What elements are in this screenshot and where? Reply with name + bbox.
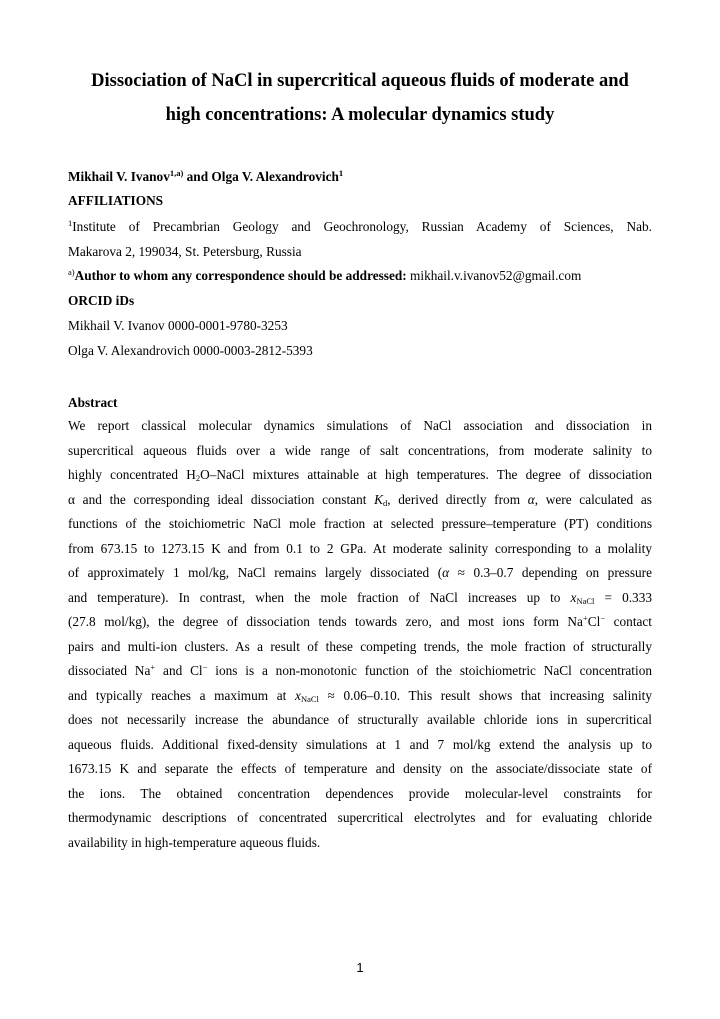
abstract-line: and typically reaches a maximum at $x_{NaCl} \approx 0.06-0.10$. This result shows that increasing salinity: [68, 687, 652, 704]
correspondence-label: Author to whom any correspondence should be addressed:: [74, 268, 407, 283]
affiliations-heading: AFFILIATIONS: [68, 193, 164, 208]
correspondence-email: mikhail.v.ivanov52@gmail.com: [406, 268, 582, 283]
abstract-line: α and the corresponding ideal dissociation constant $K_d$, derived directly from α, were calculated as: [68, 491, 652, 508]
abstract-line: We report classical molecular dynamics simulations of NaCl association and dissociation in: [68, 418, 652, 433]
correspondence-line: [68, 268, 652, 284]
title-line-2: high concentrations: A molecular dynamics study: [165, 105, 555, 125]
author-affiliation-mark: 1: [338, 168, 344, 178]
affiliation-mark: 1: [68, 218, 73, 228]
title-line-1: Dissociation of NaCl in supercritical aqueous fluids of moderate and: [91, 71, 629, 91]
affiliation-line-1: $^1$Institute of Precambrian Geology and Geochronology, Russian Academy of Sciences, Nab.: [68, 218, 652, 234]
abstract-line: from 673.15 to 1273.15 K and from 0.1 to 2 GPa. At moderate salinity corresponding to a molality: [68, 540, 652, 556]
paper-title: [60, 64, 660, 132]
abstract-line: 1673.15 K and separate the effects of temperature and density on the associate/dissociate state of: [68, 761, 652, 776]
abstract-heading: Abstract: [68, 395, 118, 410]
author-name: Mikhail V. Ivanov: [68, 169, 170, 184]
orcid-heading: ORCID iDs: [68, 293, 135, 308]
abstract-body: [68, 418, 652, 859]
abstract-line: functions of the stoichiometric NaCl mole fraction at selected pressure–temperature (PT) conditions: [68, 516, 652, 531]
correspondence-mark: a): [68, 267, 75, 277]
affiliation-line-2: Makarova 2, 199034, St. Petersburg, Russia: [68, 244, 302, 259]
abstract-line: and temperature). In contrast, when the mole fraction of NaCl increases up to $x_{NaCl} = 0.333$: [68, 589, 652, 606]
abstract-line: (27.8 mol/kg), the degree of dissociation tends towards zero, and most ions form Na+Cl− contact: [68, 613, 653, 629]
abstract-line: pairs and multi-ion clusters. As a result of these competing trends, the mole fraction of structurally: [68, 638, 652, 654]
author-name: Olga V. Alexandrovich: [211, 169, 339, 184]
abstract-line: the ions. The obtained concentration dependences provide molecular-level constraints for: [68, 785, 652, 801]
abstract-line: availability in high-temperature aqueous fluids.: [68, 834, 321, 850]
abstract-line: thermodynamic descriptions of concentrated supercritical electrolytes and for evaluating chloride: [68, 810, 652, 825]
abstract-line: of approximately 1 mol/kg, NaCl remains largely dissociated (α ≈ 0.3–0.7 depending on pressure: [68, 565, 652, 580]
author-conjunction: and: [183, 169, 212, 184]
author-list: [68, 169, 652, 185]
abstract-line: does not necessarily increase the abundance of structurally available chloride ions in supercritical: [68, 712, 652, 727]
orcid-line: Olga V. Alexandrovich 0000-0003-2812-5393: [68, 343, 313, 358]
abstract-line: aqueous fluids. Additional fixed-density simulations at 1 and 7 mol/kg extend the analysis up to: [68, 736, 652, 752]
orcid-line: Mikhail V. Ivanov 0000-0001-9780-3253: [68, 318, 288, 333]
abstract-line: highly concentrated $H_2O$–NaCl mixtures attainable at high temperatures. The degree of dissociation: [68, 467, 652, 483]
abstract-line: dissociated Na+ and Cl− ions is a non-monotonic function of the stoichiometric NaCl concentration: [68, 662, 652, 678]
abstract-line: supercritical aqueous fluids over a wide range of salt concentrations, from moderate salinity to: [68, 442, 652, 458]
page-number: 1: [356, 960, 364, 975]
author-affiliation-mark: 1,a): [169, 168, 184, 178]
